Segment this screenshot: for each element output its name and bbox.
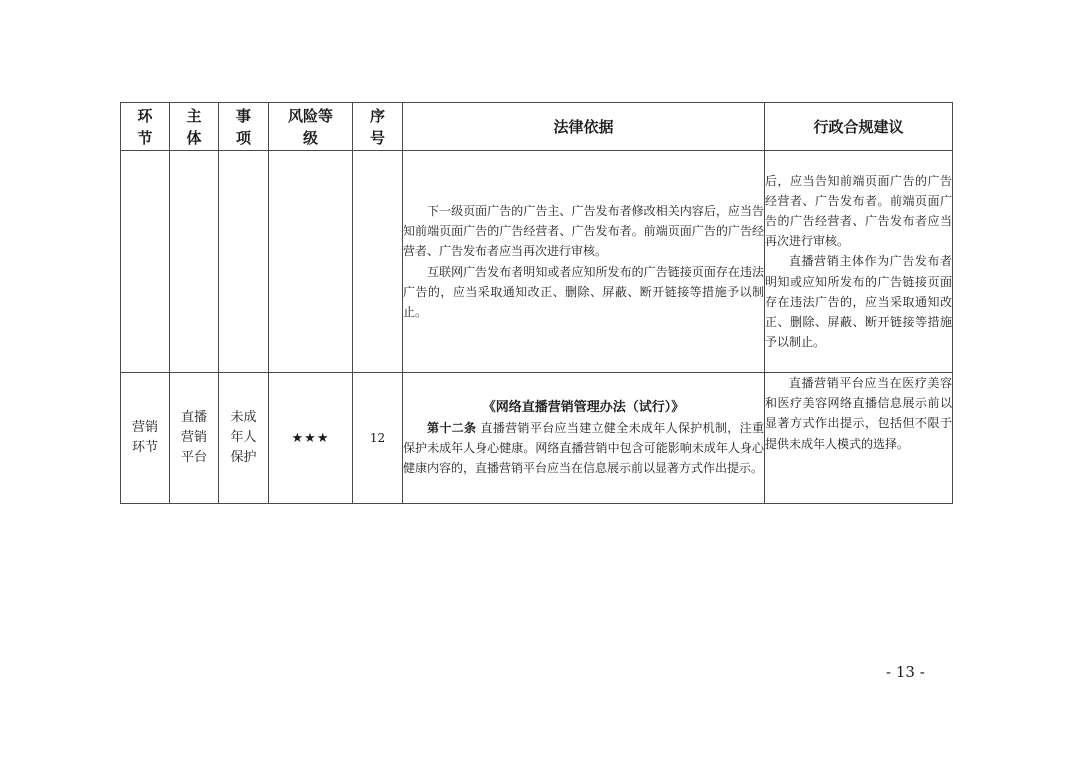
cell-legal-basis bbox=[403, 373, 765, 504]
cell-empty-risk bbox=[269, 151, 353, 373]
cell-empty-seq bbox=[353, 151, 403, 373]
header-risk-level: 风险等 级 bbox=[269, 103, 353, 151]
cell-empty-subject bbox=[170, 151, 219, 373]
cell-legal-continued bbox=[403, 151, 765, 373]
header-legal-basis: 法律依据 bbox=[403, 103, 765, 151]
cell-empty-stage bbox=[121, 151, 170, 373]
advice-paragraph: 后，应当告知前端页面广告的广告经营者、广告发布者。前端页面广告的广告经营者、广告发布者应当再次进行审核。 bbox=[765, 173, 952, 249]
cell-empty-matter bbox=[219, 151, 269, 373]
cell-compliance-advice bbox=[765, 373, 953, 504]
header-seq: 序 号 bbox=[353, 103, 403, 151]
table-row-continued bbox=[121, 151, 953, 373]
article-text: 直播营销平台应当建立健全未成年人保护机制，注重保护未成年人身心健康。网络直播营销中包含可能影响未成年人身心健康内容的，直播营销平台应当在信息展示前以显著方式作出提示。 bbox=[403, 420, 764, 476]
header-stage: 环 节 bbox=[121, 103, 170, 151]
legal-paragraph: 互联网广告发布者明知或者应知所发布的广告链接页面存在违法广告的，应当采取通知改正、删除、屏蔽、断开链接等措施予以制止。 bbox=[403, 264, 764, 319]
header-compliance-advice: 行政合规建议 bbox=[765, 103, 953, 151]
law-title: 《网络直播营销管理办法（试行）》 bbox=[482, 399, 685, 415]
article-label: 第十二条 bbox=[427, 420, 477, 435]
cell-advice-continued bbox=[765, 151, 953, 373]
header-matter: 事 项 bbox=[219, 103, 269, 151]
header-subject: 主 体 bbox=[170, 103, 219, 151]
legal-paragraph: 下一级页面广告的广告主、广告发布者修改相关内容后，应当告知前端页面广告的广告经营者、广告发布者。前端页面广告的广告经营者、广告发布者应当再次进行审核。 bbox=[403, 203, 764, 259]
advice-paragraph: 直播营销主体作为广告发布者明知或应知所发布的广告链接页面存在违法广告的，应当采取通知改正、删除、屏蔽、断开链接等措施予以制止。 bbox=[765, 254, 952, 350]
cell-subject: 直播 营销 平台 bbox=[170, 373, 219, 504]
risk-stars: ★★★ bbox=[269, 373, 353, 504]
regulation-table bbox=[120, 102, 953, 504]
cell-stage: 营销 环节 bbox=[121, 373, 170, 504]
advice-paragraph: 直播营销平台应当在医疗美容和医疗美容网络直播信息展示前以显著方式作出提示，包括但不限于提供未成年人模式的选择。 bbox=[765, 376, 952, 451]
cell-matter: 未成 年人 保护 bbox=[219, 373, 269, 504]
page-number: - 13 - bbox=[886, 663, 925, 681]
header-row bbox=[121, 103, 953, 151]
table-row bbox=[121, 373, 953, 504]
article-paragraph bbox=[403, 418, 764, 479]
cell-seq: 12 bbox=[353, 373, 403, 504]
